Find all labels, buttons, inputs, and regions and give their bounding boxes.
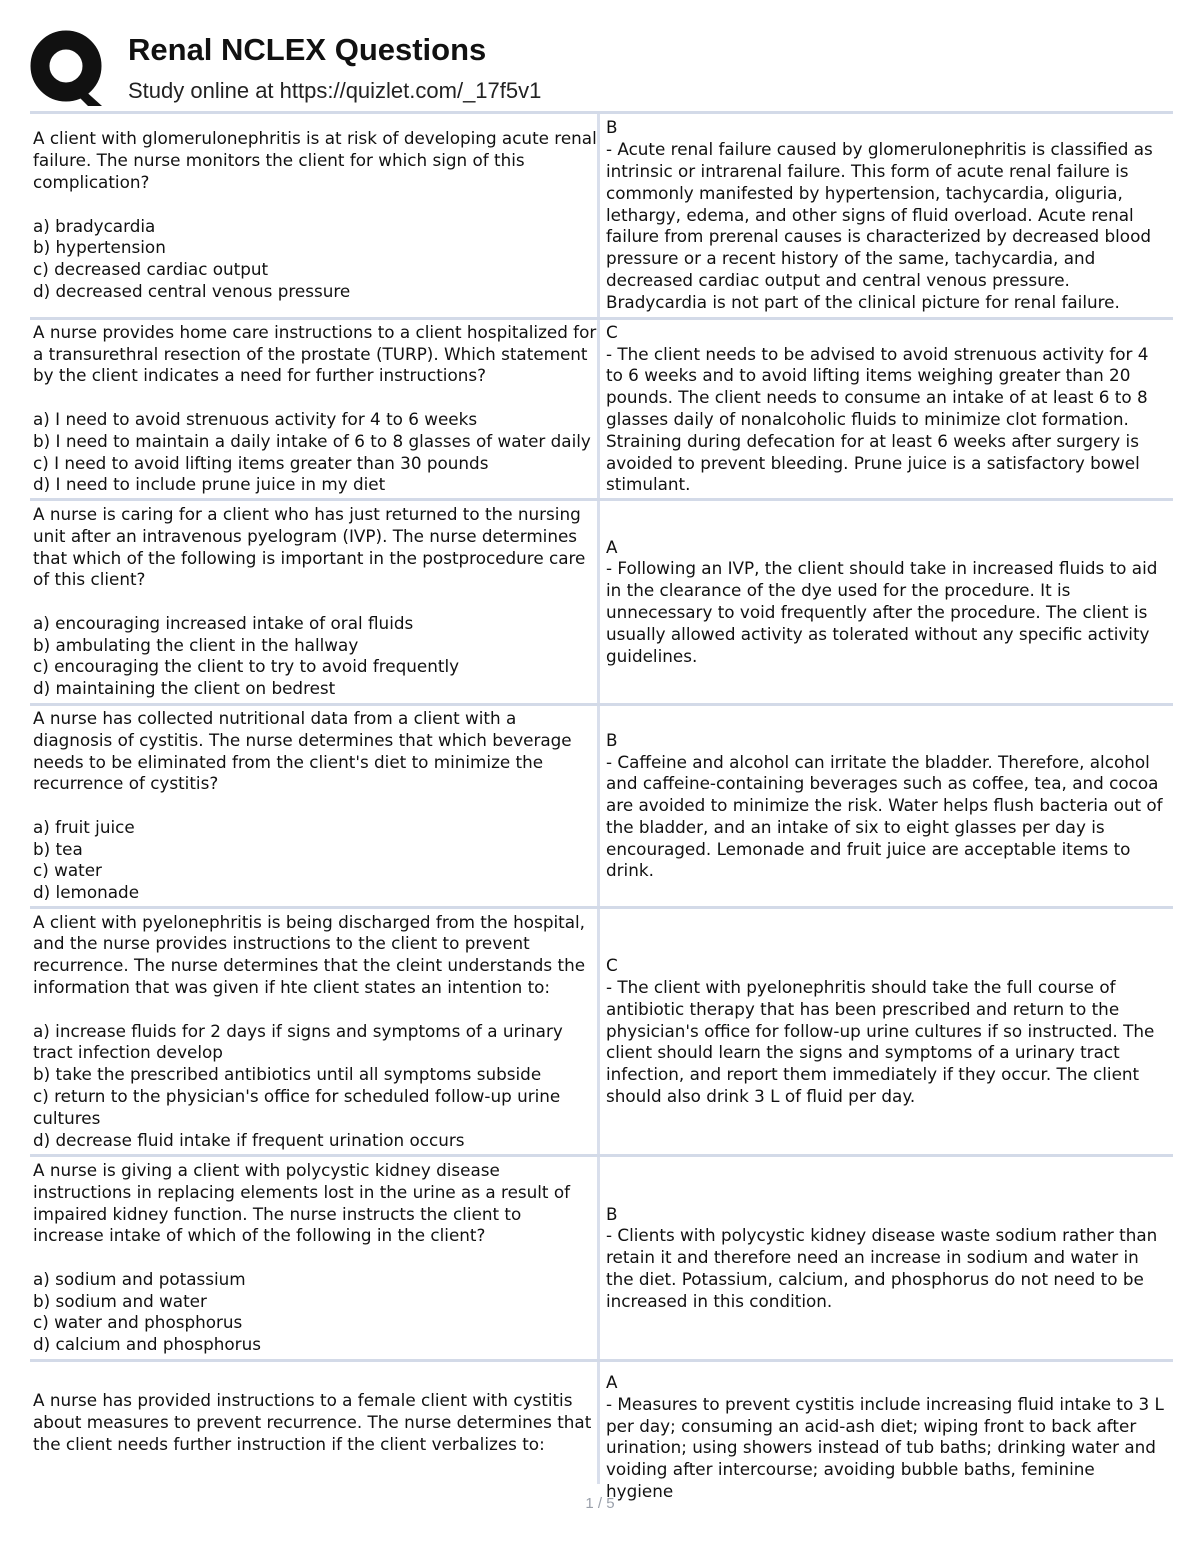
study-online-link[interactable]: Study online at https://quizlet.com/_17f5v1 bbox=[128, 78, 542, 103]
answer-options bbox=[33, 817, 597, 904]
answer-options bbox=[33, 613, 597, 700]
option: c) encouraging the client to try to avoid frequently bbox=[33, 656, 460, 677]
answer-explanation: - Clients with polycystic kidney disease waste sodium rather than retain it and therefore need an increase in sodium and water in the diet. Potassium, calcium, and phosphorus do not need to be increased in this condition. bbox=[606, 1225, 1158, 1311]
answer-options bbox=[33, 409, 597, 496]
question-cell bbox=[30, 909, 597, 1154]
flashcard bbox=[30, 317, 1173, 498]
option: c) decreased cardiac output bbox=[33, 259, 269, 280]
option: c) water and phosphorus bbox=[33, 1312, 243, 1333]
question-text: A nurse has provided instructions to a female client with cystitis about measures to prevent recurrence. The nurse determines that the client needs further instruction if the client verbalizes to: bbox=[33, 1390, 592, 1454]
flashcard bbox=[30, 703, 1173, 906]
option: c) return to the physician's office for scheduled follow-up urine cultures bbox=[33, 1085, 561, 1128]
answer-letter: C bbox=[606, 955, 618, 976]
question-cell bbox=[30, 320, 597, 498]
answer-letter: B bbox=[606, 1203, 618, 1224]
answer-options bbox=[33, 216, 597, 303]
option: d) calcium and phosphorus bbox=[33, 1334, 261, 1355]
answer-letter: A bbox=[606, 1372, 618, 1392]
option: d) lemonade bbox=[33, 882, 140, 903]
flashcard-list bbox=[30, 111, 1173, 1501]
answer-letter: C bbox=[606, 321, 618, 342]
answer-options bbox=[33, 1021, 597, 1152]
option: b) I need to maintain a daily intake of 6 to 8 glasses of water daily bbox=[33, 430, 591, 451]
question-text: A nurse is giving a client with polycystic kidney disease instructions in replacing elements lost in the urine as a result of impaired kidney function. The nurse instructs the client to increase intake of which of the following in the client? bbox=[33, 1159, 571, 1246]
option: b) tea bbox=[33, 838, 83, 859]
answer-options bbox=[33, 1269, 597, 1356]
answer-letter: A bbox=[606, 536, 618, 557]
option: d) maintaining the client on bedrest bbox=[33, 678, 336, 699]
quizlet-logo-icon bbox=[30, 30, 106, 106]
answer-explanation: - Caffeine and alcohol can irritate the bladder. Therefore, alcohol and caffeine-containing beverages such as coffee, tea, and cocoa are avoided to minimize the risk. Water helps flush bacteria out of the bladder, and an intake of six to eight glasses per day is encouraged. Lemonade and fruit juice are acceptable items to drink. bbox=[606, 751, 1163, 881]
question-cell bbox=[30, 114, 597, 317]
option: c) water bbox=[33, 860, 102, 881]
option: a) bradycardia bbox=[33, 215, 156, 236]
option: a) I need to avoid strenuous activity for 4 to 6 weeks bbox=[33, 409, 478, 429]
answer-explanation: - Following an IVP, the client should take in increased fluids to aid in the clearance of the dye used for the procedure. It is unnecessary to void frequently after the procedure. The client is usually allowed activity as tolerated without any specific activity guidelines. bbox=[606, 558, 1158, 666]
question-cell bbox=[30, 706, 597, 906]
question-text: A client with pyelonephritis is being discharged from the hospital, and the nurse provides instructions to the client to prevent recurrence. The nurse determines that the cleint understands the information that was given if hte client states an intention to: bbox=[33, 911, 586, 997]
option: a) increase fluids for 2 days if signs and symptoms of a urinary tract infection develop bbox=[33, 1020, 563, 1063]
option: a) fruit juice bbox=[33, 816, 135, 837]
flashcard bbox=[30, 1359, 1173, 1501]
question-cell bbox=[30, 1362, 597, 1484]
answer-cell bbox=[597, 1157, 1173, 1359]
option: d) I need to include prune juice in my diet bbox=[33, 474, 386, 495]
option: d) decreased central venous pressure bbox=[33, 280, 351, 301]
answer-cell bbox=[597, 501, 1173, 703]
answer-cell bbox=[597, 114, 1173, 317]
page-number: 1 / 5 bbox=[585, 1495, 615, 1512]
answer-explanation: - The client needs to be advised to avoid strenuous activity for 4 to 6 weeks and to avoid lifting items weighing greater than 20 pounds. The client needs to consume an intake of at least 6 to 8 glasses daily of nonalcoholic fluids to minimize clot formation. Straining during defecation for at least 6 weeks after surgery is avoided to prevent bleeding. Prune juice is a satisfactory bowel stimulant. bbox=[606, 343, 1149, 495]
answer-explanation: - The client with pyelonephritis should take the full course of antibiotic therapy that has been prescribed and return to the physician's office for follow-up urine cultures if so instructed. The client should learn the signs and symptoms of a urinary tract infection, and report them immediately if they occur. The client should also drink 3 L of fluid per day. bbox=[606, 977, 1155, 1106]
answer-cell bbox=[597, 320, 1173, 498]
answer-cell bbox=[597, 909, 1173, 1154]
option: a) encouraging increased intake of oral fluids bbox=[33, 612, 414, 633]
option: b) hypertension bbox=[33, 237, 166, 258]
question-text: A nurse provides home care instructions to a client hospitalized for a transurethral resection of the prostate (TURP). Which statement by the client indicates a need for further instructions? bbox=[33, 321, 597, 386]
answer-letter: B bbox=[606, 117, 618, 138]
option: d) decrease fluid intake if frequent urination occurs bbox=[33, 1129, 465, 1150]
flashcard bbox=[30, 498, 1173, 703]
question-text: A nurse is caring for a client who has just returned to the nursing unit after an intravenous pyelogram (IVP). The nurse determines that which of the following is important in the postprocedure care of this client? bbox=[33, 503, 586, 590]
question-text: A client with glomerulonephritis is at risk of developing acute renal failure. The nurse monitors the client for which sign of this complication? bbox=[33, 128, 597, 192]
option: b) ambulating the client in the hallway bbox=[33, 634, 359, 655]
answer-explanation: - Acute renal failure caused by glomerulonephritis is classified as intrinsic or intrarenal failure. This form of acute renal failure is commonly manifested by hypertension, tachycardia, oliguria, lethargy, edema, and other signs of fluid overload. Acute renal failure from prerenal causes is characterized by decreased blood pressure or a recent history of the same, tachycardia, and decreased cardiac output and central venous pressure. Bradycardia is not part of the clinical picture for renal failure. bbox=[606, 139, 1153, 312]
flashcard bbox=[30, 906, 1173, 1154]
question-cell bbox=[30, 501, 597, 703]
page-header bbox=[30, 28, 1175, 108]
option: b) sodium and water bbox=[33, 1290, 207, 1311]
page-title: Renal NCLEX Questions bbox=[128, 32, 487, 67]
option: a) sodium and potassium bbox=[33, 1268, 246, 1289]
question-cell bbox=[30, 1157, 597, 1359]
answer-letter: B bbox=[606, 729, 618, 750]
question-text: A nurse has collected nutritional data from a client with a diagnosis of cystitis. The nurse determines that which beverage needs to be eliminated from the client's diet to minimize the recurrence of cystitis? bbox=[33, 707, 572, 794]
answer-cell bbox=[597, 1362, 1173, 1501]
flashcard bbox=[30, 111, 1173, 317]
answer-explanation: - Measures to prevent cystitis include increasing fluid intake to 3 L per day; consuming an acid-ash diet; wiping front to back after urination; using showers instead of tub baths; drinking water and voiding after intercourse; avoiding bubble baths, feminine hygiene bbox=[606, 1393, 1164, 1501]
option: b) take the prescribed antibiotics until all symptoms subside bbox=[33, 1064, 542, 1085]
option: c) I need to avoid lifting items greater than 30 pounds bbox=[33, 452, 489, 473]
answer-cell bbox=[597, 706, 1173, 906]
flashcard bbox=[30, 1154, 1173, 1359]
